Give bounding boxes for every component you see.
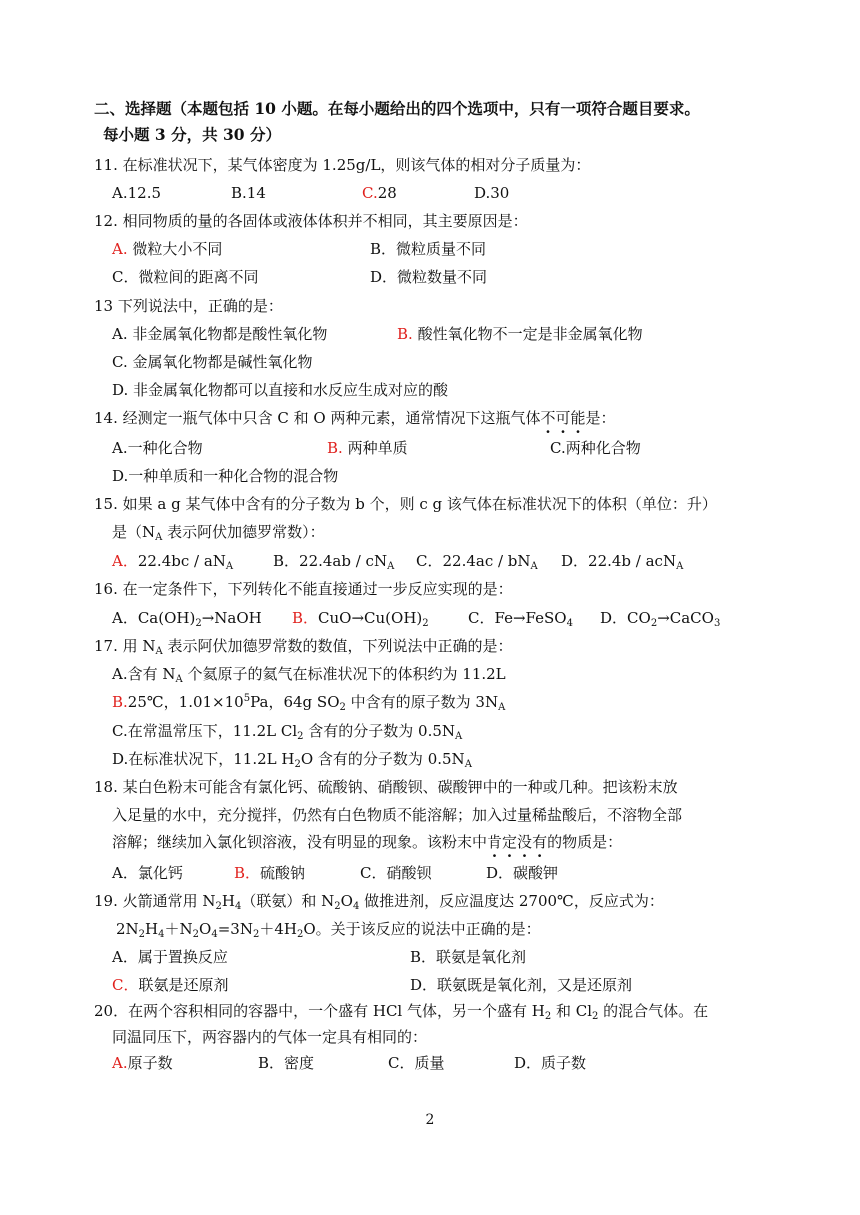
q18-stem-line1: 18. 某白色粉末可能含有氯化钙、硫酸钠、硝酸钡、碳酸钾中的一种或几种。把该粉末放 bbox=[94, 778, 678, 796]
answer-mark: A. bbox=[112, 240, 128, 258]
q13-stem: 13 下列说法中，正确的是： bbox=[94, 297, 283, 315]
answer-mark: B. bbox=[112, 693, 128, 711]
section-header-line1: 二、选择题（本题包括 10 小题。在每小题给出的四个选项中，只有一项符合题目要求。 bbox=[94, 99, 700, 118]
q13-option-c: C. 金属氧化物都是碱性氧化物 bbox=[112, 353, 313, 371]
q12-option-c: C．微粒间的距离不同 bbox=[112, 268, 259, 286]
answer-mark: B. bbox=[327, 439, 343, 457]
q14-stem: 14. 经测定一瓶气体中只含 C 和 O 两种元素，通常情况下这瓶气体不可能是： bbox=[94, 409, 616, 427]
q15-option-a: A．$22.4bc / aN_A$ bbox=[112, 552, 234, 572]
q20-stem-line2: 同温同压下，两容器内的气体一定具有相同的： bbox=[112, 1028, 428, 1046]
page-number: 2 bbox=[425, 1112, 435, 1128]
q16-option-c: C．Fe→FeSO$_4$ bbox=[468, 609, 573, 629]
q16-option-a: A．$Ca(OH)_2\to NaOH$ bbox=[112, 609, 262, 629]
q18-option-d: D．碳酸钾 bbox=[486, 864, 559, 882]
q15-option-b: B．$22.4ab / cN_A$ bbox=[273, 552, 395, 572]
q20-option-b: B．密度 bbox=[258, 1054, 315, 1072]
q17-option-b: B.25℃，$1.01\times 10^5Pa$，64g $SO_2$ 中含有的原子数为 $3N_A$ bbox=[112, 693, 506, 713]
q15-option-c: C．$22.4ac / bN_A$ bbox=[416, 552, 538, 572]
q17-option-d: D.在标准状况下，11.2L $H_2O$ 含有的分子数为 $0.5N_A$ bbox=[112, 750, 472, 770]
q18-option-a: A．氯化钙 bbox=[112, 864, 183, 882]
q13-option-a: A. 非金属氧化物都是酸性氧化物 bbox=[112, 325, 328, 343]
answer-mark: B． bbox=[234, 864, 261, 882]
q12-option-b: B．微粒质量不同 bbox=[370, 240, 487, 258]
q19-equation: $2N_2H_4+N_2O_4=3N_2+4H_2O$。关于该反应的说法中正确的是： bbox=[116, 920, 541, 940]
q16-option-b: B．$CuO\to Cu(OH)_2$ bbox=[292, 609, 429, 629]
q14-option-b: B. 两种单质 bbox=[327, 439, 408, 457]
q11-option-b: B.14 bbox=[231, 184, 266, 202]
q20-stem-line1: 20．在两个容积相同的容器中，一个盛有 HCl 气体，另一个盛有 $H_2$ 和 $Cl_2$ 的混合气体。在 bbox=[94, 1002, 709, 1022]
q11-option-c: C.28 bbox=[362, 184, 397, 202]
q15-option-d: D．22.4b / acN$_A$ bbox=[561, 552, 684, 572]
q17-stem: 17. 用 $N_A$ 表示阿伏加德罗常数的数值，下列说法中正确的是： bbox=[94, 637, 513, 657]
q19-option-b: B．联氨是氧化剂 bbox=[410, 948, 527, 966]
q18-option-b: B．硫酸钠 bbox=[234, 864, 306, 882]
answer-mark: B. bbox=[397, 325, 413, 343]
q11-option-d: D.30 bbox=[474, 184, 510, 202]
q18-option-c: C．硝酸钡 bbox=[360, 864, 432, 882]
q15-stem-line2: 是（$N_A$ 表示阿伏加德罗常数）： bbox=[112, 523, 325, 543]
q17-option-a: A.含有 $N_A$ 个氦原子的氦气在标准状况下的体积约为 11.2L bbox=[112, 665, 506, 685]
q17-option-c: C.在常温常压下，11.2L $Cl_2$ 含有的分子数为 $0.5N_A$ bbox=[112, 722, 463, 742]
q19-stem-line1: 19. 火箭通常用 $N_2H_4$（联氨）和 $N_2O_4$ 做推进剂，反应温度达 2700℃，反应式为： bbox=[94, 892, 664, 912]
answer-mark: C． bbox=[112, 976, 139, 994]
q20-option-d: D．质子数 bbox=[514, 1054, 587, 1072]
answer-mark: A. bbox=[112, 1054, 128, 1072]
q14-option-c: C.两种化合物 bbox=[550, 439, 641, 457]
q16-option-d: D．$CO_2\to CaCO_3$ bbox=[600, 609, 721, 629]
q13-option-b: B. 酸性氧化物不一定是非金属氧化物 bbox=[397, 325, 643, 343]
q12-stem: 12. 相同物质的量的各固体或液体体积并不相同，其主要原因是： bbox=[94, 212, 528, 230]
q12-option-d: D．微粒数量不同 bbox=[370, 268, 488, 286]
q14-option-d: D.一种单质和一种化合物的混合物 bbox=[112, 467, 339, 485]
q12-option-a: A. 微粒大小不同 bbox=[112, 240, 223, 258]
q19-option-a: A．属于置换反应 bbox=[112, 948, 228, 966]
q13-option-d: D. 非金属氧化物都可以直接和水反应生成对应的酸 bbox=[112, 381, 449, 399]
q11-stem: 11. 在标准状况下，某气体密度为 1.25g/L，则该气体的相对分子质量为： bbox=[94, 156, 591, 174]
q16-stem: 16. 在一定条件下，下列转化不能直接通过一步反应实现的是： bbox=[94, 580, 513, 598]
answer-mark: C. bbox=[362, 184, 378, 202]
q18-stem-line3: 溶解；继续加入氯化钡溶液，没有明显的现象。该粉末中肯定没有的物质是： bbox=[112, 833, 623, 851]
q14-option-a: A.一种化合物 bbox=[112, 439, 203, 457]
q19-option-c: C．联氨是还原剂 bbox=[112, 976, 229, 994]
answer-mark: A． bbox=[112, 552, 138, 570]
q18-stem-line2: 入足量的水中，充分搅拌，仍然有白色物质不能溶解；加入过量稀盐酸后，不溶物全部 bbox=[112, 806, 683, 824]
q19-option-d: D．联氨既是氧化剂，又是还原剂 bbox=[410, 976, 633, 994]
q11-option-a: A.12.5 bbox=[112, 184, 161, 202]
q20-option-a: A.原子数 bbox=[112, 1054, 173, 1072]
q20-option-c: C．质量 bbox=[388, 1054, 445, 1072]
answer-mark: B． bbox=[292, 609, 319, 627]
section-header-line2: 每小题 3 分，共 30 分） bbox=[103, 125, 281, 144]
q15-stem-line1: 15. 如果 a g 某气体中含有的分子数为 b 个，则 c g 该气体在标准状况下的体积（单位：升） bbox=[94, 495, 717, 513]
